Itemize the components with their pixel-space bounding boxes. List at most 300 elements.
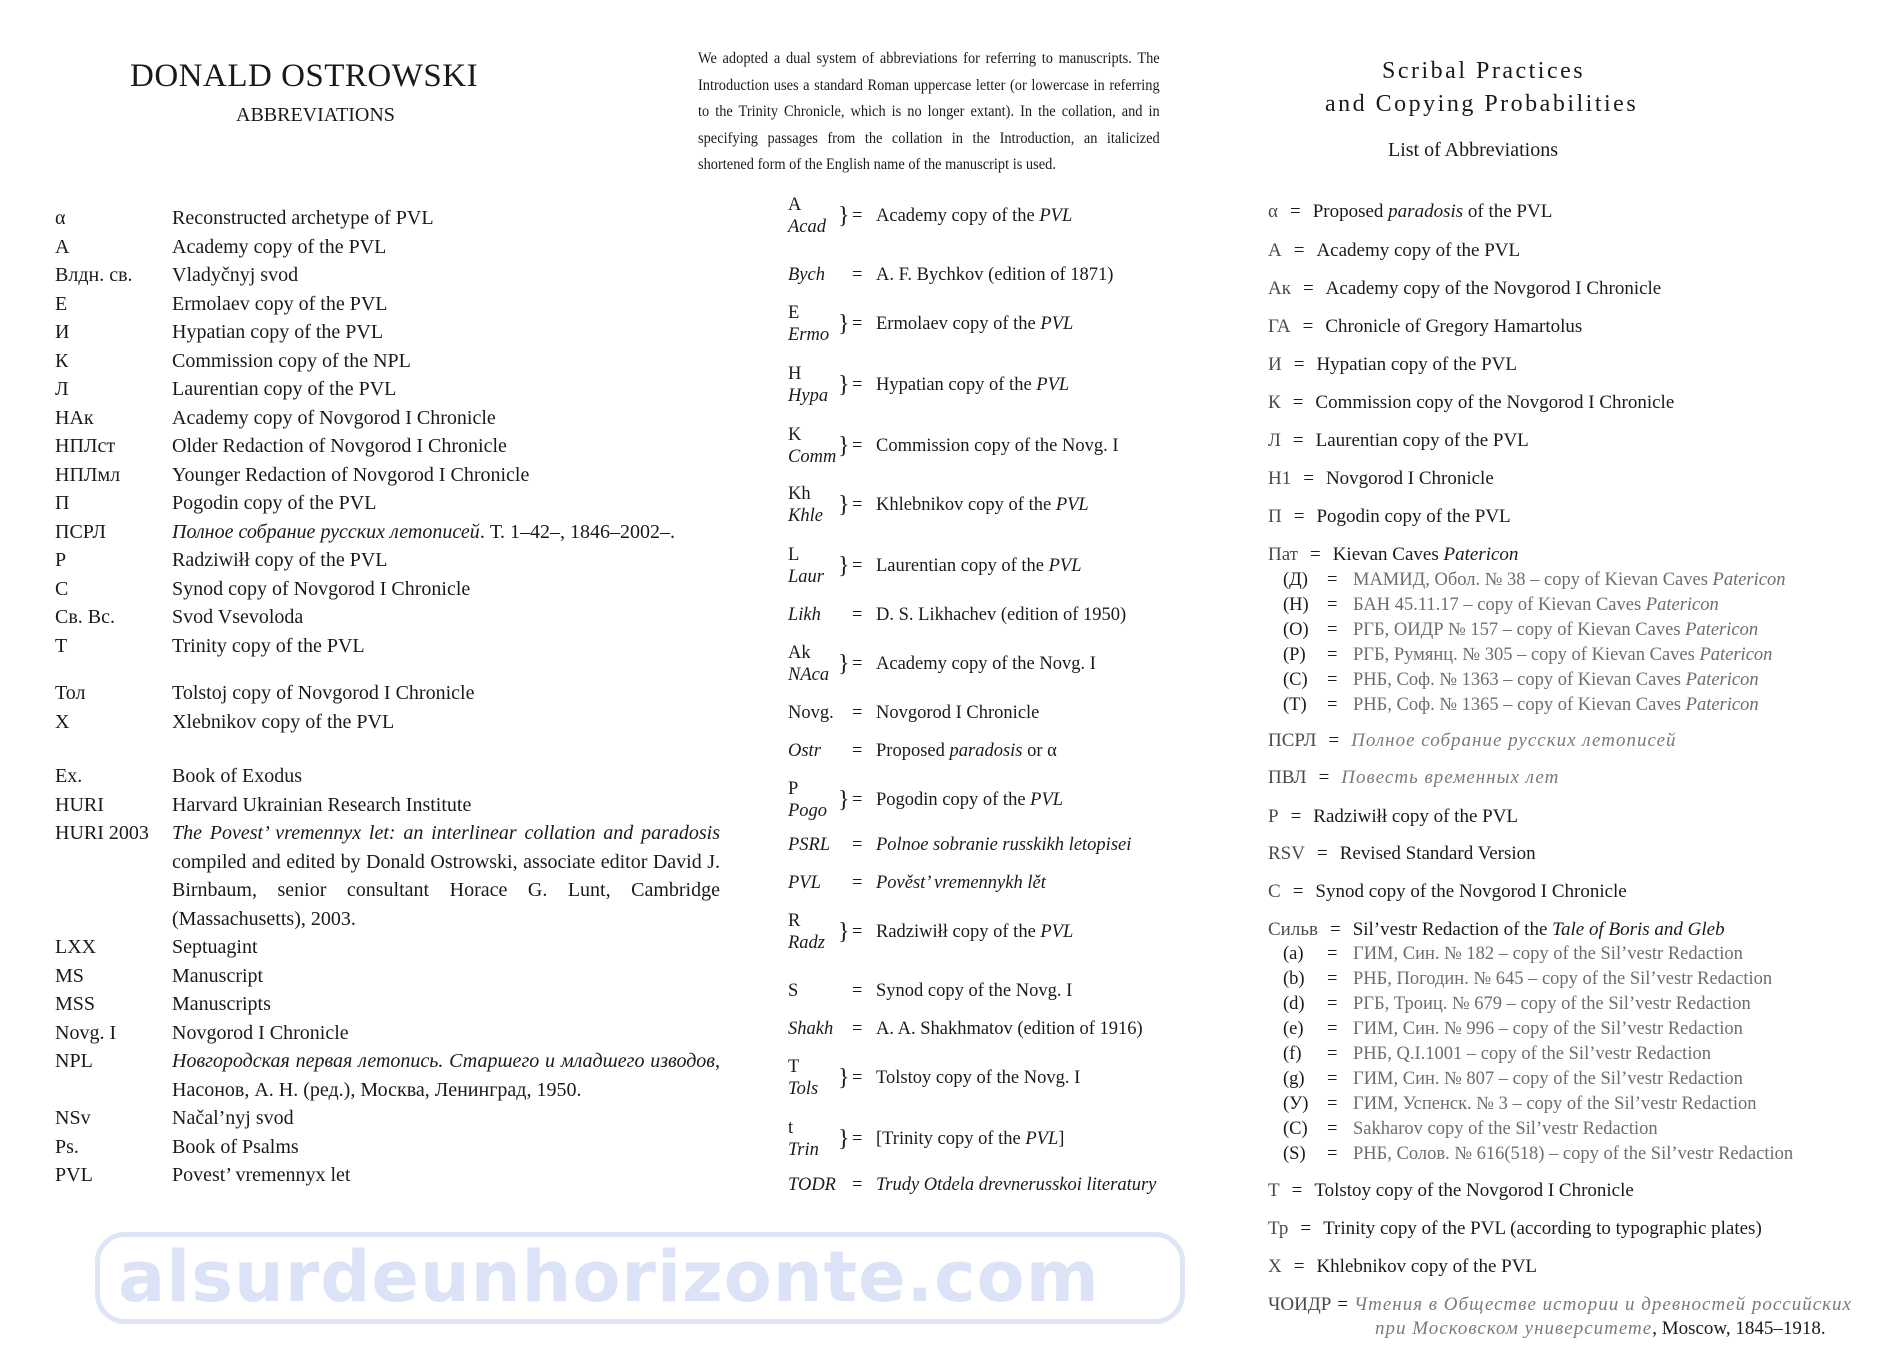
abbreviation-definition: Academy copy of Novgorod I Chronicle — [172, 406, 496, 429]
abbreviation-row — [788, 834, 1131, 856]
brace-icon: } — [838, 787, 850, 813]
abbreviation-row — [55, 404, 720, 433]
definition-text: Novgorod I Chronicle — [1325, 468, 1494, 489]
abbreviation-row — [55, 603, 720, 632]
definition-text: Tolstoy copy of the Novgorod I Chronicle — [1314, 1180, 1634, 1201]
abbreviation-row — [55, 432, 720, 461]
abbreviation-row — [788, 483, 1089, 527]
definition-italic: при Московском университете — [1375, 1318, 1653, 1339]
manuscript-letter: t — [788, 1118, 794, 1138]
abbreviation-code: A — [55, 235, 70, 258]
abbreviation-subrow — [1283, 1069, 1743, 1090]
abbreviation-row — [788, 1056, 1080, 1100]
equals-sign: = — [1292, 881, 1304, 902]
abbreviation-row — [1268, 919, 1725, 941]
abbreviation-code: П — [1268, 506, 1282, 527]
abbreviation-code: С — [1268, 881, 1281, 902]
right-subtitle: List of Abbreviations — [1388, 139, 1558, 161]
equals-sign: = — [852, 1018, 863, 1039]
manuscript-code: Shakh — [788, 1019, 834, 1039]
equals-sign: = — [852, 789, 863, 810]
definition-text: ГИМ, Син. № 182 – copy of the Sil’vestr Redaction — [1353, 944, 1743, 964]
watermark-text: alsurdeunhorizonte.com — [118, 1236, 1100, 1318]
abbreviation-definition — [876, 436, 1119, 457]
definition-text: Khlebnikov copy of the — [876, 494, 1056, 515]
manuscript-letter: A — [788, 195, 802, 215]
definition-italic: Patericon — [1443, 544, 1519, 565]
definition-italic: Новгородская первая летопись. Старшего и младшего изводов — [172, 1050, 715, 1072]
abbreviation-definition: Pogodin copy of the PVL — [172, 492, 377, 514]
abbreviation-definition — [172, 819, 720, 933]
abbreviation-row — [1268, 1180, 1634, 1202]
equals-sign: = — [852, 872, 863, 893]
definition-text: Tolstoy copy of the Novg. I — [876, 1067, 1081, 1088]
definition-suffix: , Moscow, 1845–1918. — [1652, 1318, 1826, 1339]
abbreviation-row — [1268, 544, 1518, 566]
abbreviation-code: Ex. — [55, 765, 83, 787]
definition-text: Revised Standard Version — [1339, 843, 1536, 864]
equals-sign: = — [852, 555, 863, 576]
equals-sign: = — [1309, 544, 1321, 565]
abbreviation-code: (b) — [1283, 969, 1305, 989]
abbreviation-row — [55, 1133, 720, 1162]
abbreviation-definition — [876, 206, 1072, 227]
definition-text: Proposed — [1312, 201, 1389, 222]
abbreviation-definition — [172, 1047, 720, 1104]
equals-sign: = — [1303, 468, 1314, 489]
abbreviation-row — [55, 962, 720, 991]
abbreviation-code: Св. Вс. — [55, 606, 115, 628]
equals-sign: = — [1292, 430, 1304, 451]
definition-italic: Повесть временных лет — [1341, 767, 1560, 788]
definition-rest: . Т. 1–42–, 1846–2002–. — [479, 520, 676, 543]
abbreviation-row — [55, 1047, 720, 1104]
equals-sign: = — [1293, 506, 1305, 527]
abbreviation-row — [55, 489, 720, 518]
abbreviation-code: X — [55, 710, 70, 733]
abbreviation-subrow — [1283, 695, 1759, 716]
definition-text: РГБ, ОИДР № 157 – copy of Kievan Caves — [1353, 620, 1686, 640]
abbreviation-definition: Septuagint — [172, 936, 258, 958]
equals-sign: = — [1327, 1069, 1338, 1089]
manuscript-short-name: Pogo — [788, 801, 828, 821]
abbreviation-row — [788, 702, 1039, 724]
abbreviation-code: HURI — [55, 793, 104, 816]
abbreviation-code: Х — [1268, 1256, 1282, 1277]
abbreviation-row — [1268, 278, 1661, 300]
definition-italic: Чтения в Обществе истории и древностей российских — [1354, 1294, 1852, 1315]
definition-text: Synod copy of the Novg. I — [876, 980, 1073, 1001]
middle-intro-paragraph: We adopted a dual system of abbreviations for referring to manuscripts. The Introduction uses a standard Roman uppercase letter (or lowercase in referring to the Trinity Chronicle, which is no longer extant). In the collation, and in specifying passages from the collation in the Introduction, an italicized shortened form of the English name of the manuscript is used. — [698, 50, 1160, 173]
definition-text: Chronicle of Gregory Hamartolus — [1325, 316, 1583, 337]
abbreviation-definition: Načal’nyj svod — [172, 1107, 294, 1129]
abbreviation-code: P — [55, 549, 67, 571]
abbreviation-definition — [876, 741, 1057, 762]
abbreviation-code: RSV — [1268, 843, 1305, 864]
abbreviation-definition — [172, 518, 720, 547]
abbreviation-row — [1268, 506, 1511, 528]
manuscript-short-name: Ermo — [788, 325, 830, 345]
equals-sign: = — [852, 1174, 863, 1195]
abbreviation-row — [1268, 1256, 1537, 1278]
equals-sign: = — [1302, 278, 1314, 299]
brace-icon: } — [838, 203, 850, 229]
abbreviation-definition — [876, 375, 1069, 396]
abbreviation-code: Л — [55, 378, 69, 400]
abbreviation-code: PVL — [55, 1164, 93, 1186]
abbreviation-code: LXX — [55, 936, 97, 958]
abbreviation-definition: Tolstoj copy of Novgorod I Chronicle — [172, 682, 475, 704]
abbreviation-code: К — [55, 349, 69, 372]
equals-sign: = — [1327, 620, 1338, 640]
equals-sign: = — [1327, 1094, 1338, 1114]
definition-rest: compiled and edited by Donald Ostrowski, associate editor David J. Birnbaum, senior consultant Horace G. Lunt, Cambridge (Massachusetts), 2003. — [172, 850, 720, 930]
brace-icon: } — [838, 433, 850, 459]
definition-text: Pogodin copy of the — [876, 789, 1031, 810]
left-subtitle: ABBREVIATIONS — [236, 104, 395, 126]
manuscript-code: TODR — [788, 1175, 836, 1195]
abbreviation-code: Р — [1268, 806, 1279, 827]
abbreviation-definition: Commission copy of the NPL — [172, 349, 411, 372]
brace-icon: } — [838, 311, 850, 337]
definition-text: Proposed — [876, 740, 950, 761]
abbreviation-definition: Manuscript — [172, 964, 264, 987]
abbreviation-row — [55, 233, 720, 262]
abbreviation-row — [788, 778, 1063, 822]
manuscript-code: PSRL — [788, 835, 831, 855]
abbreviation-subrow — [1283, 1019, 1743, 1040]
abbreviation-definition — [876, 495, 1089, 516]
equals-sign: = — [1293, 354, 1305, 375]
equals-sign: = — [1327, 1019, 1338, 1039]
definition-text: Ermolaev copy of the — [876, 313, 1041, 334]
equals-sign: = — [1316, 843, 1328, 864]
definition-text: Laurentian copy of the PVL — [1315, 430, 1529, 451]
definition-suffix: ] — [1058, 1128, 1065, 1149]
left-abbreviation-list — [55, 204, 720, 1190]
abbreviation-definition: Xlebnikov copy of the PVL — [172, 710, 395, 733]
definition-italic: Полное собрание русских летописей — [172, 520, 480, 543]
definition-text: A. A. Shakhmatov (edition of 1916) — [876, 1018, 1143, 1039]
abbreviation-code: К — [1268, 392, 1281, 413]
abbreviation-row-last — [1268, 1294, 1852, 1316]
brace-icon: } — [838, 1126, 850, 1152]
abbreviation-definition — [876, 981, 1072, 1002]
definition-text: РНБ, Погодин. № 645 – copy of the Sil’vestr Redaction — [1353, 969, 1773, 989]
abbreviation-row — [788, 642, 1096, 686]
definition-suffix: of the PVL — [1463, 201, 1553, 222]
abbreviation-code: Ак — [1268, 278, 1291, 299]
abbreviation-definition — [876, 873, 1046, 894]
abbreviation-definition: Hypatian copy of the PVL — [172, 321, 384, 343]
brace-icon: } — [838, 492, 850, 518]
manuscript-short-name: Hypa — [788, 386, 829, 406]
abbreviation-row — [1268, 354, 1517, 376]
abbreviation-row — [1268, 430, 1529, 452]
equals-sign: = — [1327, 1144, 1338, 1164]
abbreviation-code: Novg. I — [55, 1021, 117, 1044]
equals-sign: = — [1290, 806, 1302, 827]
abbreviation-definition — [876, 835, 1131, 856]
definition-italic: PVL — [1055, 494, 1089, 515]
definition-text: РГБ, Румянц. № 305 – copy of Kievan Caves — [1353, 645, 1700, 665]
abbreviation-row — [788, 910, 1073, 954]
abbreviation-code: (Н) — [1283, 595, 1309, 615]
equals-sign: = — [852, 921, 863, 942]
manuscript-letter: H — [788, 364, 802, 384]
definition-text: БАН 45.11.17 – copy of Kievan Caves — [1353, 595, 1646, 615]
brace-icon: } — [838, 372, 850, 398]
abbreviation-subrow — [1283, 670, 1759, 691]
definition-text: Academy copy of the Novgorod I Chronicle — [1325, 278, 1662, 299]
abbreviation-code: NPL — [55, 1050, 93, 1072]
abbreviation-code: ГА — [1268, 316, 1291, 337]
definition-italic: Patericon — [1712, 570, 1786, 590]
abbreviation-row-last-continued — [1375, 1318, 1826, 1340]
manuscript-letter: T — [788, 1057, 800, 1077]
definition-rest: , Насонов, А. Н. (ред.), Москва, Ленинград, 1950. — [172, 1050, 720, 1101]
abbreviation-row — [55, 575, 720, 604]
abbreviation-code: (a) — [1283, 944, 1304, 964]
equals-sign: = — [1300, 1218, 1312, 1239]
definition-italic: PVL — [1025, 1128, 1059, 1149]
equals-sign: = — [852, 604, 863, 625]
abbreviation-code: (e) — [1283, 1019, 1304, 1039]
abbreviation-row — [55, 708, 720, 737]
abbreviation-code: HURI 2003 — [55, 822, 149, 844]
brace-icon: } — [838, 553, 850, 579]
definition-italic: PVL — [1030, 789, 1064, 810]
definition-text: РГБ, Троиц. № 679 – copy of the Sil’vestr Redaction — [1353, 994, 1751, 1014]
definition-italic: Полное собрание русских летописей — [1351, 730, 1677, 751]
abbreviation-code: (g) — [1283, 1069, 1305, 1089]
manuscript-code: Likh — [788, 605, 821, 625]
definition-text: A. F. Bychkov (edition of 1871) — [876, 264, 1114, 285]
abbreviation-code: (Т) — [1283, 695, 1307, 715]
abbreviation-subrow — [1283, 1119, 1658, 1140]
abbreviation-row — [1268, 201, 1552, 223]
definition-text: ГИМ, Син. № 996 – copy of the Sil’vestr Redaction — [1353, 1019, 1743, 1039]
abbreviation-code: Т — [1268, 1180, 1280, 1201]
abbreviation-definition: Older Redaction of Novgorod I Chronicle — [172, 435, 507, 457]
abbreviation-definition — [876, 922, 1073, 943]
abbreviation-row — [1268, 843, 1536, 865]
abbreviation-row — [55, 990, 720, 1019]
equals-sign: = — [1327, 994, 1338, 1014]
equals-sign: = — [1327, 1044, 1338, 1064]
abbreviation-row — [1268, 730, 1677, 752]
abbreviation-row — [55, 290, 720, 319]
equals-sign: = — [852, 205, 863, 226]
abbreviation-code: α — [1268, 201, 1278, 222]
definition-italic: PVL — [1048, 555, 1082, 576]
manuscript-short-name: Comm — [788, 447, 837, 467]
manuscript-short-name: Radz — [788, 933, 825, 953]
abbreviation-code: (f) — [1283, 1044, 1302, 1064]
abbreviation-definition: Book of Psalms — [172, 1135, 299, 1158]
abbreviation-code: А — [1268, 240, 1282, 261]
equals-sign: = — [1302, 316, 1314, 337]
abbreviation-row — [788, 872, 1046, 894]
abbreviation-definition: Povest’ vremennyx let — [172, 1164, 351, 1186]
equals-sign: = — [852, 740, 863, 761]
abbreviation-code: NSv — [55, 1107, 91, 1129]
definition-text: МАМИД, Обол. № 38 – copy of Kievan Caves — [1353, 570, 1713, 590]
equals-sign: = — [1327, 670, 1338, 690]
abbreviation-row — [1268, 881, 1627, 903]
abbreviation-row — [788, 980, 1072, 1002]
abbreviation-code: НАк — [55, 406, 94, 429]
abbreviation-code: ПСРЛ — [1268, 730, 1317, 751]
manuscript-letter: P — [788, 779, 799, 799]
abbreviation-subrow — [1283, 620, 1758, 641]
abbreviation-code: (S) — [1283, 1144, 1306, 1164]
manuscript-letter: E — [788, 303, 800, 323]
abbreviation-row — [1268, 767, 1559, 789]
abbreviation-row — [1268, 468, 1494, 490]
definition-text: Academy copy of the PVL — [1316, 240, 1521, 261]
abbreviation-code: П — [55, 492, 70, 514]
definition-italic: PVL — [1040, 921, 1074, 942]
definition-text: Pogodin copy of the PVL — [1316, 506, 1511, 527]
abbreviation-code: MS — [55, 964, 84, 987]
abbreviation-code: Тр — [1268, 1218, 1289, 1239]
abbreviation-subrow — [1283, 595, 1719, 616]
abbreviation-row — [788, 194, 1072, 238]
abbreviation-subrow — [1283, 969, 1772, 990]
left-title: DONALD OSTROWSKI — [130, 58, 479, 94]
manuscript-code: Novg. — [788, 703, 834, 723]
definition-italic: Tale of Boris and Gleb — [1552, 919, 1725, 940]
brace-icon: } — [838, 919, 850, 945]
equals-sign: = — [1292, 392, 1304, 413]
definition-italic: Patericon — [1645, 595, 1719, 615]
equals-sign: = — [852, 374, 863, 395]
abbreviation-definition: Ermolaev copy of the PVL — [172, 292, 388, 315]
abbreviation-row — [55, 204, 720, 233]
equals-sign: = — [852, 313, 863, 334]
abbreviation-row — [788, 1018, 1143, 1040]
abbreviation-code: И — [55, 321, 70, 343]
equals-sign: = — [852, 494, 863, 515]
abbreviation-definition: Younger Redaction of Novgorod I Chronicle — [172, 463, 530, 486]
equals-sign: = — [1318, 767, 1330, 788]
abbreviation-row — [55, 1019, 720, 1048]
abbreviation-row — [1268, 392, 1674, 414]
definition-text: РНБ, Соф. № 1363 – copy of Kievan Caves — [1353, 670, 1686, 690]
equals-sign: = — [1327, 570, 1338, 590]
definition-text: Commission copy of the Novgorod I Chronicle — [1315, 392, 1675, 413]
equals-sign: = — [852, 1128, 863, 1149]
abbreviation-code: НПЛмл — [55, 463, 121, 486]
abbreviation-subrow — [1283, 1144, 1793, 1165]
definition-text: Commission copy of the Novg. I — [876, 435, 1119, 456]
brace-icon: } — [838, 651, 850, 677]
equals-sign: = — [1329, 919, 1341, 940]
manuscript-short-name: Laur — [788, 567, 824, 587]
manuscript-letter: R — [788, 911, 801, 931]
abbreviation-code: (С) — [1283, 670, 1308, 690]
definition-text: Radziwiłł copy of the PVL — [1313, 806, 1519, 827]
abbreviation-code: ПСРЛ — [55, 520, 106, 543]
abbreviation-row — [788, 544, 1082, 588]
equals-sign: = — [1327, 695, 1338, 715]
definition-italic: Pověst’ vremennykh lět — [876, 872, 1046, 893]
definition-text: Hypatian copy of the — [876, 374, 1037, 395]
abbreviation-definition — [876, 654, 1096, 675]
abbreviation-definition: Academy copy of the PVL — [172, 235, 387, 258]
abbreviation-code: Ps. — [55, 1135, 79, 1158]
equals-sign: = — [1327, 944, 1338, 964]
abbreviation-row — [1268, 806, 1518, 828]
abbreviation-row — [788, 302, 1073, 346]
abbreviation-row — [788, 264, 1113, 286]
manuscript-letter: K — [788, 425, 802, 445]
manuscript-code: Ostr — [788, 741, 821, 761]
definition-text: Trinity copy of the PVL (according to typographic plates) — [1323, 1218, 1762, 1239]
manuscript-short-name: Tols — [788, 1079, 819, 1099]
abbreviation-definition — [876, 790, 1063, 811]
definition-text: Synod copy of the Novgorod I Chronicle — [1315, 881, 1627, 902]
abbreviation-row — [55, 261, 720, 290]
abbreviation-row — [55, 461, 720, 490]
abbreviation-definition: Reconstructed archetype of PVL — [172, 207, 434, 229]
abbreviation-row — [1268, 316, 1582, 338]
abbreviation-definition: Harvard Ukrainian Research Institute — [172, 793, 472, 816]
right-title-line2: and Copying Probabilities — [1325, 91, 1639, 117]
manuscript-code: Bych — [788, 265, 825, 285]
abbreviation-row — [788, 1117, 1064, 1161]
abbreviation-row — [788, 604, 1126, 626]
definition-italic: Patericon — [1685, 695, 1759, 715]
definition-text: [Trinity copy of the — [876, 1128, 1026, 1149]
definition-text: РНБ, Соф. № 1365 – copy of Kievan Caves — [1353, 695, 1686, 715]
definition-text: РНБ, Солов. № 616(518) – copy of the Sil’vestr Redaction — [1353, 1144, 1794, 1164]
abbreviation-definition: Novgorod I Chronicle — [172, 1021, 349, 1044]
definition-text: Khlebnikov copy of the PVL — [1316, 1256, 1538, 1277]
definition-text: РНБ, Q.I.1001 – copy of the Sil’vestr Redaction — [1353, 1044, 1711, 1064]
abbreviation-code: И — [1268, 354, 1282, 375]
abbreviation-definition: Radziwiłł copy of the PVL — [172, 549, 388, 571]
abbreviation-definition — [876, 1175, 1156, 1196]
definition-italic: paradosis — [949, 740, 1023, 761]
equals-sign: = — [1327, 969, 1338, 989]
definition-italic: Patericon — [1699, 645, 1773, 665]
abbreviation-code: (Р) — [1283, 645, 1306, 665]
abbreviation-definition — [876, 1129, 1064, 1150]
definition-text: Sakharov copy of the Sil’vestr Redaction — [1353, 1119, 1658, 1139]
definition-italic: The Povest’ vremennyx let: an interlinear collation and paradosis — [172, 822, 720, 844]
abbreviation-row — [788, 1174, 1156, 1196]
abbreviation-code: C — [55, 577, 69, 600]
definition-italic: Patericon — [1685, 670, 1759, 690]
abbreviation-code: (О) — [1283, 620, 1309, 640]
abbreviation-definition — [876, 314, 1073, 335]
abbreviation-subrow — [1283, 944, 1743, 965]
definition-text: Kievan Caves — [1332, 544, 1444, 565]
equals-sign: = — [852, 834, 863, 855]
abbreviation-row — [55, 375, 720, 404]
manuscript-letter: Kh — [788, 484, 811, 504]
abbreviation-code: НПЛст — [55, 435, 116, 457]
abbreviation-code: (У) — [1283, 1094, 1309, 1114]
abbreviation-definition — [876, 703, 1039, 724]
equals-sign: = — [1293, 1256, 1305, 1277]
abbreviation-subrow — [1283, 994, 1751, 1015]
abbreviation-subrow — [1283, 645, 1772, 666]
equals-sign: = — [852, 1067, 863, 1088]
abbreviation-definition: Vladyčnyj svod — [172, 264, 299, 286]
